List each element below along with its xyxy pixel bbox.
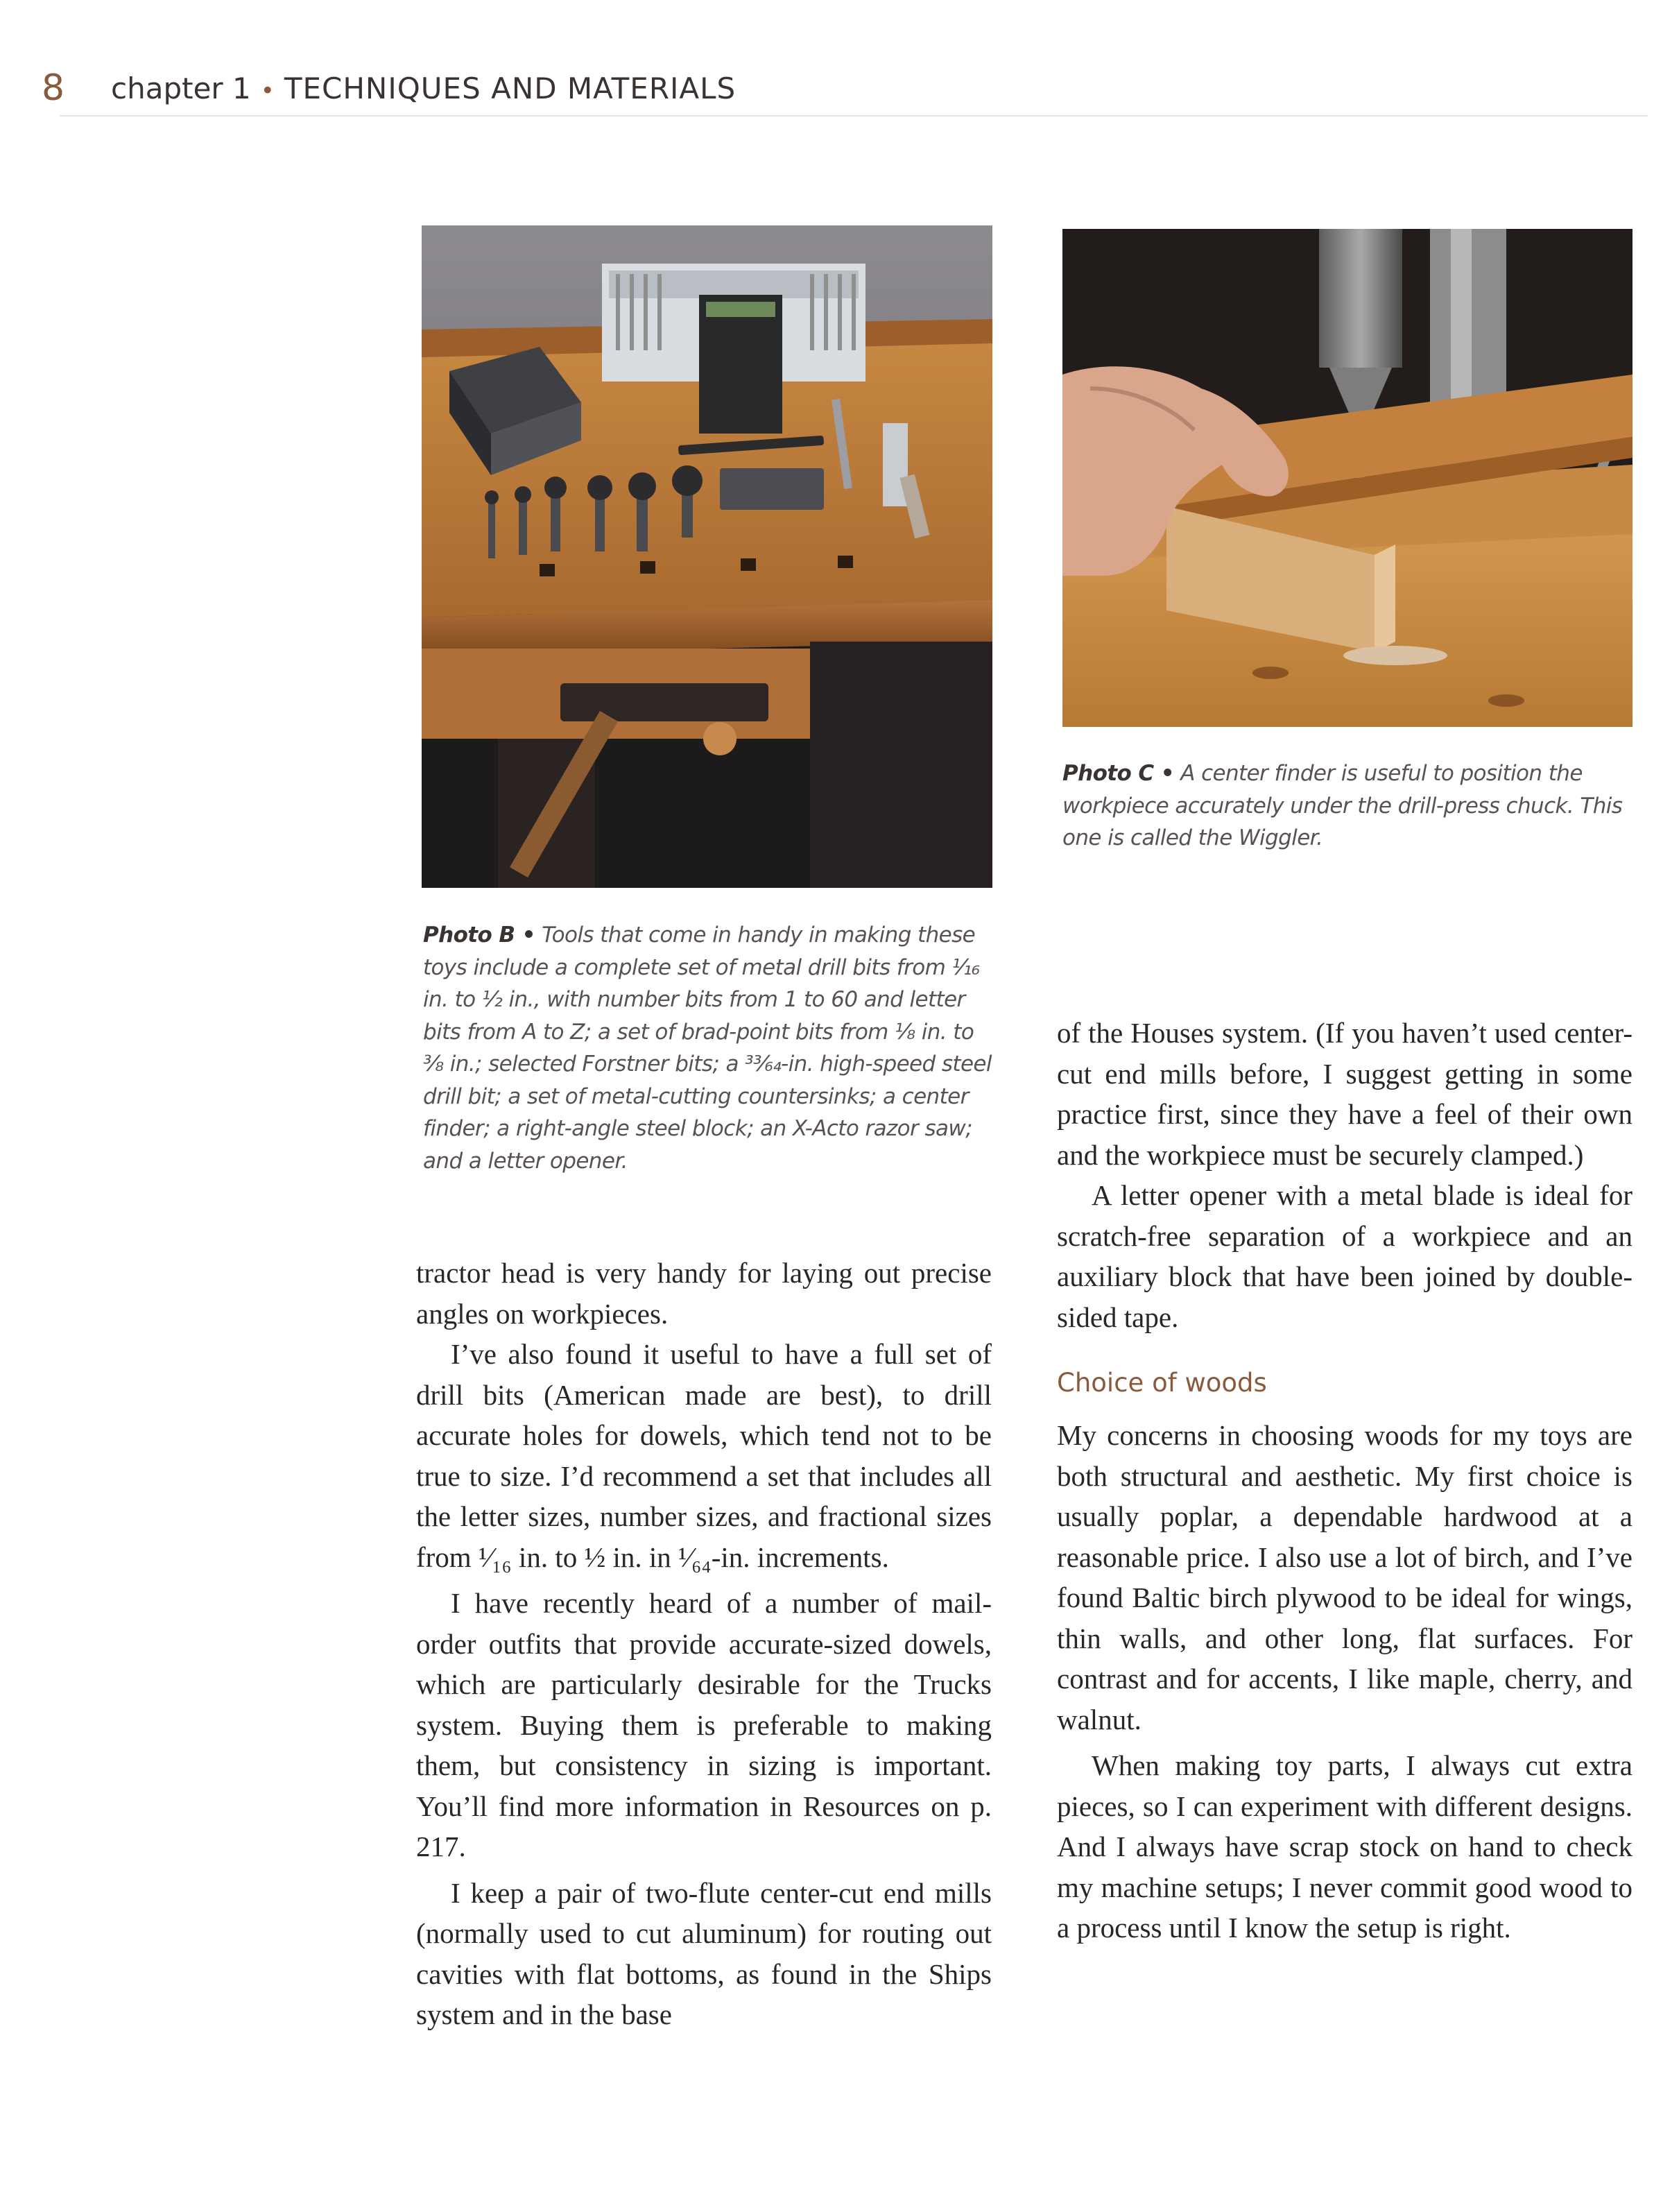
paragraph: When making toy parts, I always cut extra pieces, so I can experiment with different designs. And I always have scrap stock on hand to check my machine setups; I never commit good wood to a process until I know the setup is right. [1057,1749,1633,1944]
photo-c-drill-press-wiggler [1062,229,1633,727]
photo-b-tools-on-workbench [422,225,992,888]
photo-c-caption [1062,757,1638,855]
paragraph: A letter opener with a metal blade is ideal for scratch-free separation of a workpiece and an auxiliary block that have been joined by double-sided tape. [1057,1179,1633,1333]
photo-b-caption-text: Tools that come in handy in making these toys include a complete set of metal drill bits from ¹⁄₁₆ in. to ½ in., with number bits from 1 to 60 and letter bits from A to Z; a set of brad-point bits from ⅛ in. to ⅜ in.; selected Forstner bits; a ³³⁄₆₄-in. high-speed steel drill bit; a set of metal-cutting countersinks; a center finder; a right-angle steel block; an X-Acto razor saw; and a letter opener. [423,923,992,1174]
right-text-column [1057,1013,1633,1948]
paragraph: I keep a pair of two-flute center-cut end mills (normally used to cut aluminum) for routing out cavities with flat bottoms, as found in the Ships system and in the base [416,1876,992,2030]
photo-c-illustration [1062,229,1633,727]
chapter-heading [111,68,736,112]
photo-b-illustration [422,225,992,888]
separator-dot: • [260,77,275,105]
chapter-label: chapter 1 [111,71,251,105]
photo-c-caption-text: A center finder is useful to position the workpiece accurately under the drill-press chuck. This one is called the Wiggler. [1062,761,1623,850]
photo-b-caption [423,919,999,1177]
section-subheading: Choice of woods [1057,1368,1267,1398]
running-header [39,64,1634,119]
paragraph: I have recently heard of a number of mail-order outfits that provide accurate-sized dowels, which are particularly desirable for the Trucks system. Buying them is preferable to making them, but consistency in sizing is important. You’ll find more information in Resources on p. 217. [416,1587,992,1862]
header-rule [60,115,1648,117]
page-number: 8 [42,67,65,109]
chapter-title: TECHNIQUES AND MATERIALS [284,71,736,105]
photo-b-label: Photo B • [423,923,535,948]
photo-c-label: Photo C • [1062,761,1174,786]
paragraph: My concerns in choosing woods for my toys are both structural and aesthetic. My first choice is usually poplar, a dependable hardwood at a reasonable price. I also use a lot of birch, and I’ve found Baltic birch plywood to be ideal for wings, thin walls, and other long, flat surfaces. For contrast and for accents, I like maple, cherry, and walnut. [1057,1419,1633,1735]
paragraph: I’ve also found it useful to have a full set of drill bits (American made are best), to drill accurate holes for dowels, which tend not to be true to size. I’d recommend a set that includes all the letter sizes, number sizes, and fractional sizes from ¹⁄₁₆ in. to ½ in. in ¹⁄₆₄-in. increments. [416,1338,992,1573]
paragraph: tractor head is very handy for laying out precise angles on workpieces. [416,1257,992,1330]
left-text-column [416,1253,992,2035]
paragraph: of the Houses system. (If you haven’t used center-cut end mills before, I suggest getting in some practice first, since they have a feel of their own and the workpiece must be securely clamped.) [1057,1017,1633,1171]
